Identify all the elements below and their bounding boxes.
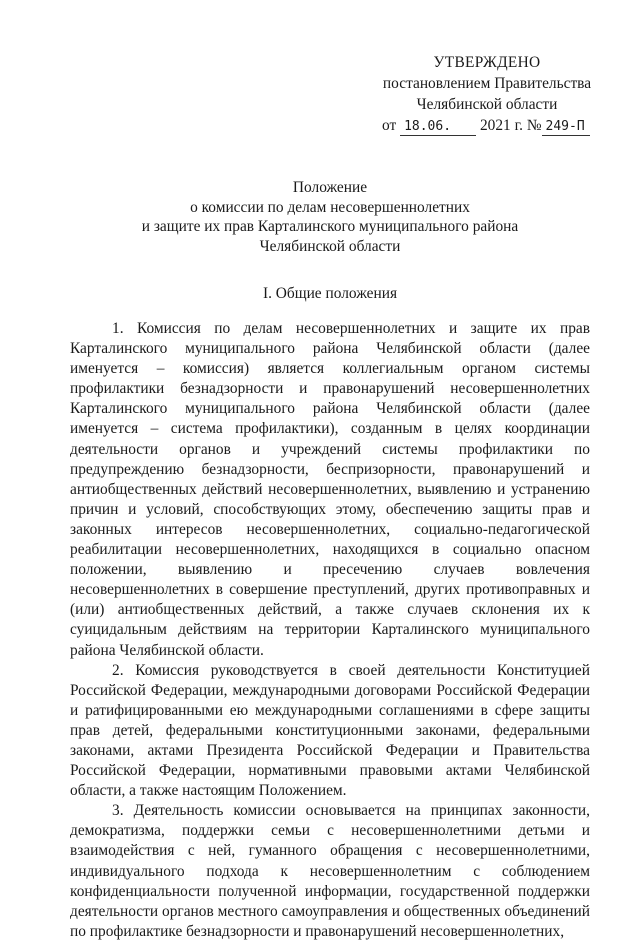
title-line-1: Положение [292,179,368,196]
handwritten-date: 18.06. [400,119,476,136]
title-line-2: о комиссии по делам несовершеннолетних [190,198,470,216]
approval-stamp: УТВЕРЖДЕНО [433,54,541,71]
document-body [70,319,590,942]
approval-block [372,52,602,136]
approval-year: 2021 г. № [479,117,542,134]
approval-date-line [372,115,602,136]
paragraph-1: 1. Комиссия по делам несовершеннолетних и защите их прав Карталинского муниципального района Челябинской области (далее именуется – комиссия) является коллегиальным органом системы профилактики безнадзорности и правонарушений несовершеннолетних Карталинского муниципального района Челябинской области (далее именуется – система профилактики), созданным в целях координации деятельности органов и учреждений системы профилактики по предупреждению безнадзорности, беспризорности, правонарушений и антиобщественных действий несовершеннолетних, выявлению и устранению причин и условий, способствующих этому, обеспечению защиты прав и законных интересов несовершеннолетних, социально-педагогической реабилитации несовершеннолетних, находящихся в социально опасном положении, выявлению и пресечению случаев вовлечения несовершеннолетних в совершение преступлений, других противоправных и (или) антиобщественных действий, а также случаев склонения их к суицидальным действиям на территории Карталинского муниципального района Челябинской области. [70,320,590,659]
approval-prefix: от [382,117,397,134]
handwritten-number: 249-П [542,119,590,136]
paragraph-2: 2. Комиссия руководствуется в своей деятельности Конституцией Российской Федерации, международными договорами Российской Федерации и ратифицированными ею международными соглашениями в сфере защиты прав детей, федеральными конституционными законами, федеральными законами, актами Президента Российской Федерации и Правительства Российской Федерации, нормативными правовыми актами Челябинской области, а также настоящим Положением. [70,661,590,800]
document-title [70,178,590,256]
approval-line-2: Челябинской области [416,96,558,113]
title-line-3: и защите их прав Карталинского муниципального района [141,218,519,235]
approval-line-1: постановлением Правительства [382,75,592,92]
title-line-4: Челябинской области [259,237,401,255]
section-heading: I. Общие положения [262,285,398,302]
paragraph-3: 3. Деятельность комиссии основывается на принципах законности, демократизма, поддержки семьи с несовершеннолетними детьми и взаимодействия с ней, гуманного обращения с несовершеннолетними, индивидуального подхода к несовершеннолетним с соблюдением конфиденциальности полученной информации, государственной поддержки деятельности органов местного самоуправления и общественных объединений по профилактике безнадзорности и правонарушений несовершеннолетних, [70,802,590,940]
